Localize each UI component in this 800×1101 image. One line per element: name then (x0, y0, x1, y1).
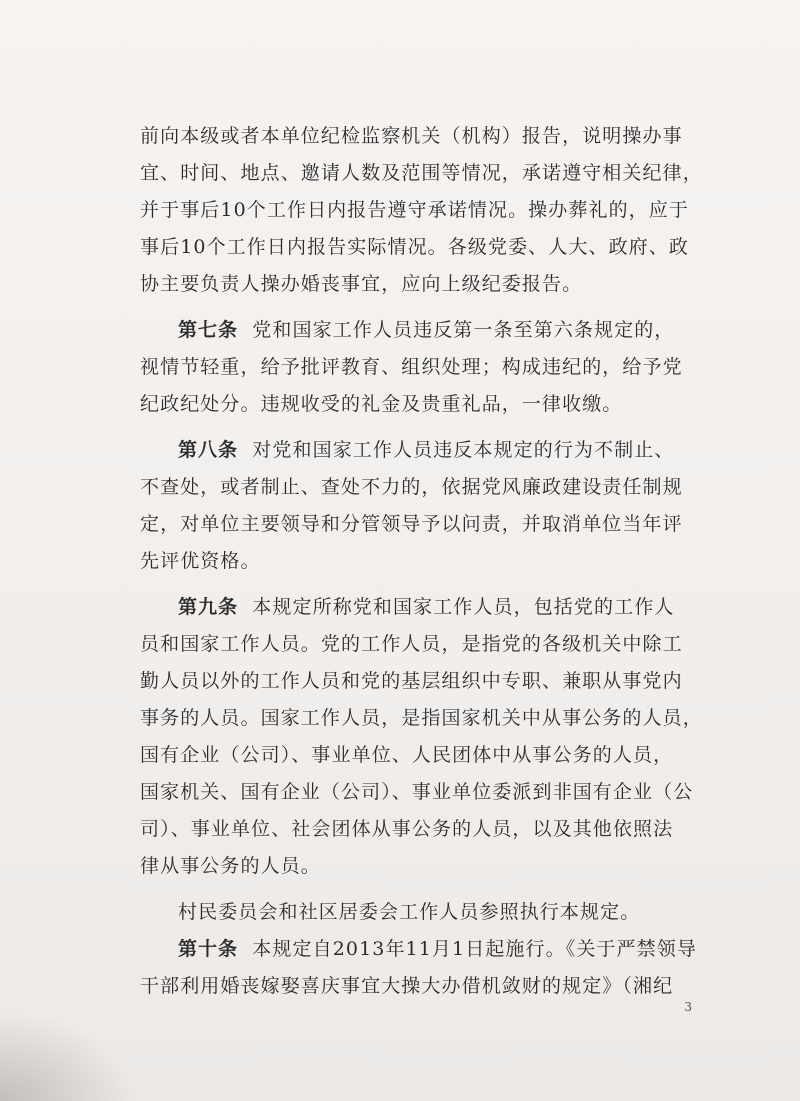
text-line: 纪政纪处分。违规收受的礼金及贵重礼品，一律收缴。 (140, 393, 623, 415)
text-line: 定，对单位主要领导和分管领导予以问责，并取消单位当年评 (140, 513, 683, 535)
article-8-heading: 第八条 (178, 439, 239, 461)
article-10-first-line (140, 931, 710, 968)
text-line: 并于事后10个工作日内报告遵守承诺情况。操办葬礼的，应于 (140, 199, 689, 221)
text-line: 不查处，或者制止、查处不力的，依据党风廉政建设责任制规 (140, 476, 683, 498)
text-line: 村民委员会和社区居委会工作人员参照执行本规定。 (178, 901, 641, 923)
article-9-heading: 第九条 (178, 596, 239, 618)
text-line: 勤人员以外的工作人员和党的基层组织中专职、兼职从事党内 (140, 670, 683, 692)
scan-edge-shadow (0, 1011, 140, 1101)
text-line: 司）、事业单位、社会团体从事公务的人员，以及其他依照法 (140, 818, 674, 840)
text-line: 宜、时间、地点、邀请人数及范围等情况，承诺遵守相关纪律， (140, 162, 703, 184)
text-span: 本规定自2013年11月1日起施行。《关于严禁领导 (252, 938, 697, 960)
article-10-heading: 第十条 (178, 938, 239, 960)
article-7-heading: 第七条 (178, 319, 239, 341)
text-line: 先评优资格。 (140, 550, 261, 572)
text-span: 本规定所称党和国家工作人员，包括党的工作人 (252, 596, 675, 618)
text-line: 国家机关、国有企业（公司）、事业单位委派到非国有企业（公 (140, 781, 694, 803)
text-line: 前向本级或者本单位纪检监察机关（机构）报告，说明操办事 (140, 125, 683, 147)
article-7-first-line (140, 312, 710, 349)
document-body (140, 118, 710, 1005)
text-line: 视情节轻重，给予批评教育、组织处理；构成违纪的，给予党 (140, 356, 683, 378)
text-line: 事务的人员。国家工作人员，是指国家机关中从事公务的人员， (140, 707, 703, 729)
article-8-first-line (140, 432, 710, 469)
text-line: 律从事公务的人员。 (140, 855, 321, 877)
text-span: 对党和国家工作人员违反本规定的行为不制止、 (252, 439, 675, 461)
article-9-first-line (140, 589, 710, 626)
text-line: 干部利用婚丧嫁娶喜庆事宜大操大办借机敛财的规定》（湘纪 (140, 975, 674, 997)
text-line: 员和国家工作人员。党的工作人员，是指党的各级机关中除工 (140, 633, 683, 655)
page-number: 3 (684, 1000, 692, 1014)
text-line: 事后10个工作日内报告实际情况。各级党委、人大、政府、政 (140, 236, 689, 258)
text-span: 党和国家工作人员违反第一条至第六条规定的， (252, 319, 675, 341)
text-line: 协主要负责人操办婚丧事宜，应向上级纪委报告。 (140, 273, 583, 295)
text-line: 国有企业（公司）、事业单位、人民团体中从事公务的人员， (140, 744, 674, 766)
